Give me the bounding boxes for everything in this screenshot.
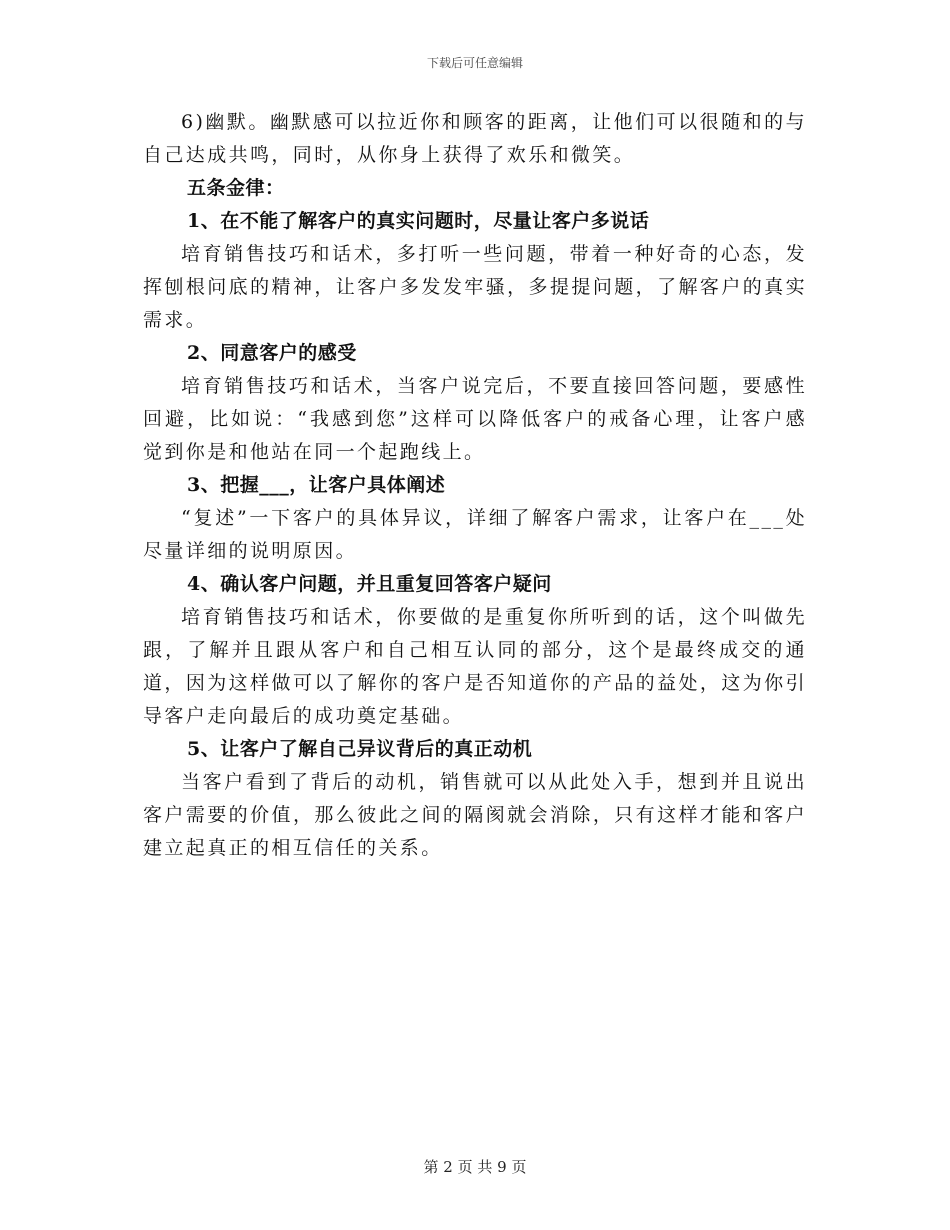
paragraph-humor: 6)幽默。幽默感可以拉近你和顾客的距离，让他们可以很随和的与自己达成共鸣，同时，从你身上获得了欢乐和微笑。 (143, 111, 807, 166)
document-body (143, 106, 807, 865)
heading-rule-4: 4、确认客户问题，并且重复回答客户疑问 (187, 573, 552, 595)
page-footer: 第 2 页 共 9 页 (423, 1158, 527, 1176)
paragraph-rule-3: “复述”一下客户的具体异议，详细了解客户需求，让客户在___处尽量详细的说明原因。 (143, 507, 808, 562)
heading-rule-2: 2、同意客户的感受 (187, 342, 357, 364)
heading-rule-5: 5、让客户了解自己异议背后的真正动机 (187, 738, 533, 760)
heading-rule-1: 1、在不能了解客户的真实问题时，尽量让客户多说话 (187, 210, 650, 232)
page-header: 下载后可任意编辑 (426, 56, 523, 70)
heading-rule-3: 3、把握___，让客户具体阐述 (187, 474, 446, 496)
paragraph-rule-1: 培育销售技巧和话术，多打听一些问题，带着一种好奇的心态，发挥刨根问底的精神，让客户多发发牢骚，多提提问题，了解客户的真实需求。 (143, 243, 807, 331)
heading-five-rules: 五条金律： (187, 177, 285, 199)
paragraph-rule-4: 培育销售技巧和话术，你要做的是重复你所听到的话，这个叫做先跟，了解并且跟从客户和自己相互认同的部分，这个是最终成交的通道，因为这样做可以了解你的客户是否知道你的产品的益处，这为你引导客户走向最后的成功奠定基础。 (143, 606, 807, 727)
paragraph-rule-5: 当客户看到了背后的动机，销售就可以从此处入手，想到并且说出客户需要的价值，那么彼此之间的隔阂就会消除，只有这样才能和客户建立起真正的相互信任的关系。 (143, 771, 807, 859)
paragraph-rule-2: 培育销售技巧和话术，当客户说完后，不要直接回答问题，要感性回避，比如说：“我感到您”这样可以降低客户的戒备心理，让客户感觉到你是和他站在同一个起跑线上。 (143, 375, 807, 463)
